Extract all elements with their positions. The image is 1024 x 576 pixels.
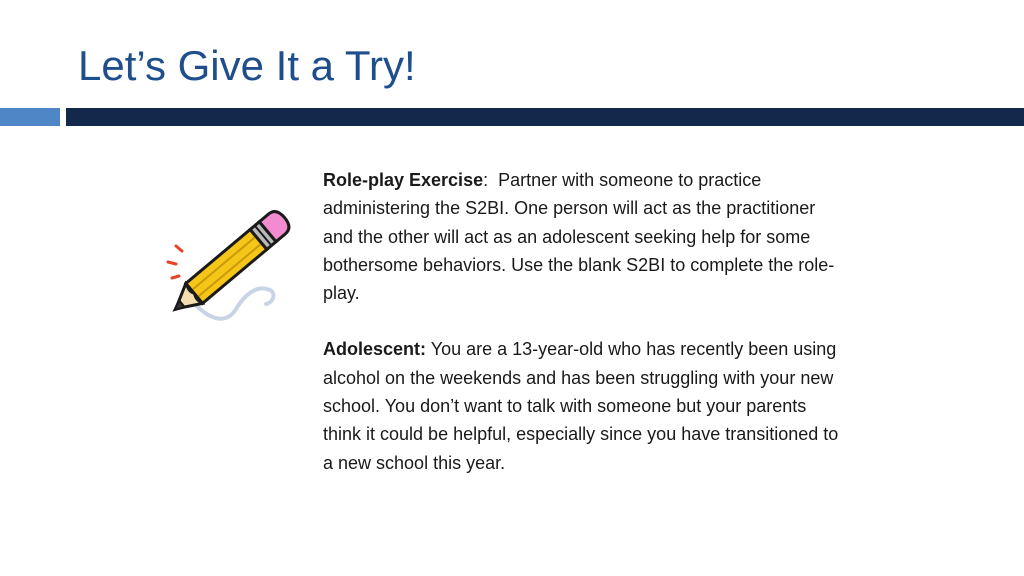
content-body xyxy=(323,166,843,505)
exercise-heading: Role-play Exercise xyxy=(323,170,484,190)
exercise-separator: : xyxy=(483,170,489,190)
accent-bar xyxy=(0,108,60,126)
exercise-text: Partner with someone to practice administering the S2BI. One person will act as the practitioner and the other will act as an adolescent seeking help for some bothersome behaviors. Use the blank S2BI to complete the role-play. xyxy=(323,170,835,304)
scenario-paragraph xyxy=(323,335,843,476)
slide-title: Let’s Give It a Try! xyxy=(78,42,416,89)
pencil-icon xyxy=(158,204,303,329)
scenario-text: You are a 13-year-old who has recently been using alcohol on the weekends and has been struggling with your new school. You don’t want to talk with someone but your parents think it could be helpful, especially since you have transitioned to a new school this year. xyxy=(323,339,839,473)
exercise-paragraph xyxy=(323,166,843,307)
title-divider-bar xyxy=(66,108,1024,126)
scenario-heading: Adolescent: xyxy=(323,339,427,360)
